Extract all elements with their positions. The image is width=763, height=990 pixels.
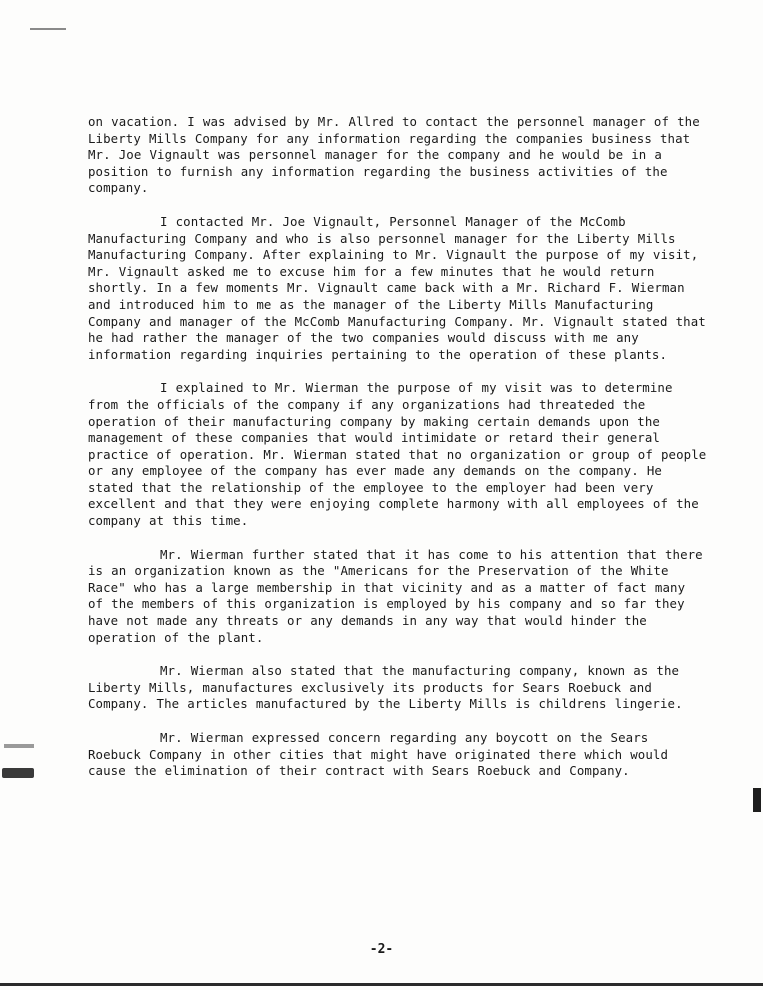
left-margin-redaction-mark: [2, 768, 34, 778]
right-margin-mark: [753, 788, 761, 812]
paragraph-6: Mr. Wierman expressed concern regarding any boycott on the Sears Roebuck Company in other cities that might have originated there which would cause the elimination of their contract with Sears Roebuck and Company.: [88, 730, 669, 779]
paragraph-2: I contacted Mr. Joe Vignault, Personnel Manager of the McComb Manufacturing Company and who is also personnel manager for the Liberty Mills Manufacturing Company. After explaining to Mr. Vignault the purpose of my visit, Mr. Vignault asked me to excuse him for a few minutes that he would return shortly. In a few moments Mr. Vignault came back with a Mr. Richard F. Wierman and introduced him to me as the manager of the Liberty Mills Manufacturing Company and manager of the McComb Manufacturing Company. Mr. Vignault stated that he had rather the manager of the two companies would discuss with me any information regarding inquiries pertaining to the operation of these plants.: [88, 213, 706, 362]
paragraph-5: Mr. Wierman also stated that the manufacturing company, known as the Liberty Mills, manufactures exclusively its products for Sears Roebuck and Company. The articles manufactured by the Liberty Mills is childrens lingerie.: [88, 663, 683, 712]
paragraph-1: on vacation. I was advised by Mr. Allred to contact the personnel manager of the Liberty Mills Company for any information regarding the companies business that Mr. Joe Vignault was personnel manager for the company and he would be in a position to furnish any information regarding the business activities of the company.: [88, 114, 700, 196]
page-number: -2-: [369, 942, 394, 957]
paragraph-3: I explained to Mr. Wierman the purpose of my visit was to determine from the officials of the company if any organizations had threateded the operation of their manufacturing company by making certain demands upon the management of these companies that would intimidate or retard their general practice of operation. Mr. Wierman stated that no organization or group of people or any employee of the company has ever made any demands on the company. He stated that the relationship of the employee to the employer had been very excellent and that they were enjoying complete harmony with all employees of the company at this time.: [88, 380, 707, 529]
document-body: [88, 114, 708, 780]
bottom-edge-rule: [0, 983, 763, 986]
left-margin-scribble: [4, 744, 34, 748]
top-margin-rule: [30, 28, 66, 30]
paragraph-4: Mr. Wierman further stated that it has come to his attention that there is an organization known as the "Americans for the Preservation of the White Race" who has a large membership in that vicinity and as a matter of fact many of the members of this organization is employed by his company and so far they have not made any threats or any demands in any way that would hinder the operation of the plant.: [88, 546, 703, 645]
